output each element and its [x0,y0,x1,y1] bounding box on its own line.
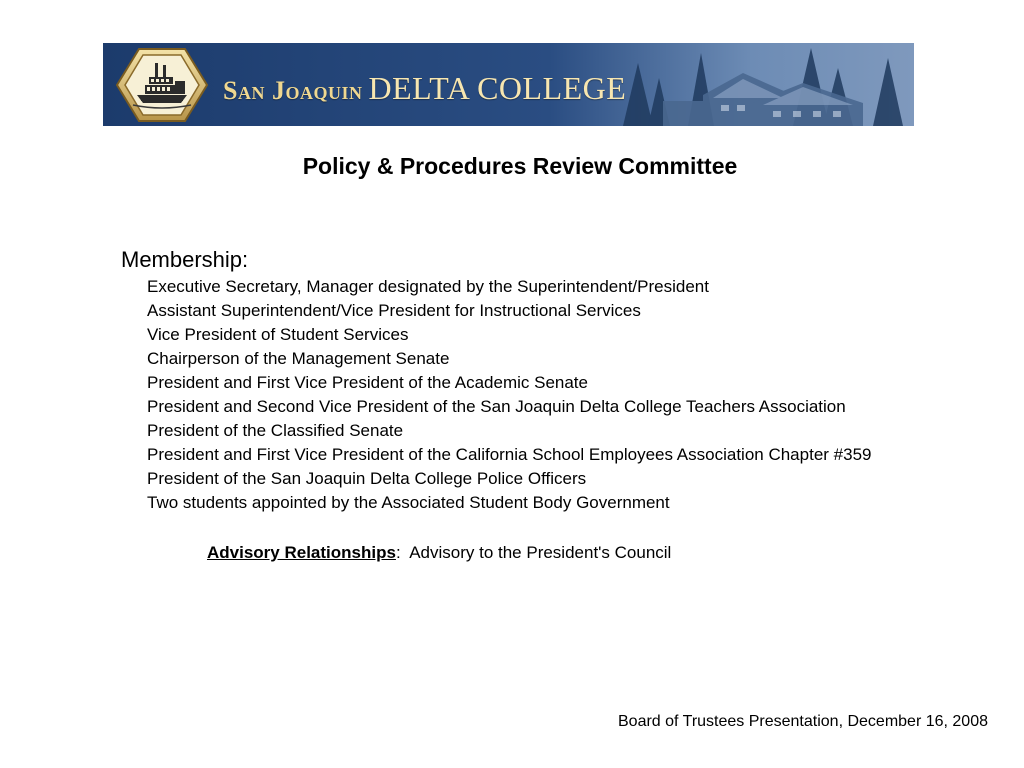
college-name-small: San Joaquin [223,76,363,105]
list-item: Executive Secretary, Manager designated by the Superintendent/President [147,277,709,296]
footer-caption: Board of Trustees Presentation, December 16, 2008 [618,713,988,730]
membership-heading: Membership: [121,247,249,272]
list-item: Vice President of Student Services [147,325,409,344]
college-banner [103,43,914,126]
riverboat-icon [115,45,209,125]
college-name-big: DELTA COLLEGE [368,70,627,106]
page-title: Policy & Procedures Review Committee [302,153,738,179]
advisory-label: Advisory Relationships [207,543,396,562]
list-item: President and First Vice President of the California School Employees Association Chapter #359 [147,445,872,464]
advisory-separator: : [395,543,401,562]
list-item: Chairperson of the Management Senate [147,349,450,368]
list-item: President and First Vice President of the Academic Senate [147,373,588,392]
membership-list [147,275,871,515]
list-item: Two students appointed by the Associated Student Body Government [147,493,670,512]
list-item: Assistant Superintendent/Vice President for Instructional Services [147,301,641,320]
list-item: President of the San Joaquin Delta College Police Officers [147,469,587,488]
advisory-relationships [207,543,671,563]
list-item: President of the Classified Senate [147,421,404,440]
college-name [223,70,626,107]
list-item: President and Second Vice President of the San Joaquin Delta College Teachers Association [147,397,846,416]
advisory-text: Advisory to the President's Council [409,543,672,562]
